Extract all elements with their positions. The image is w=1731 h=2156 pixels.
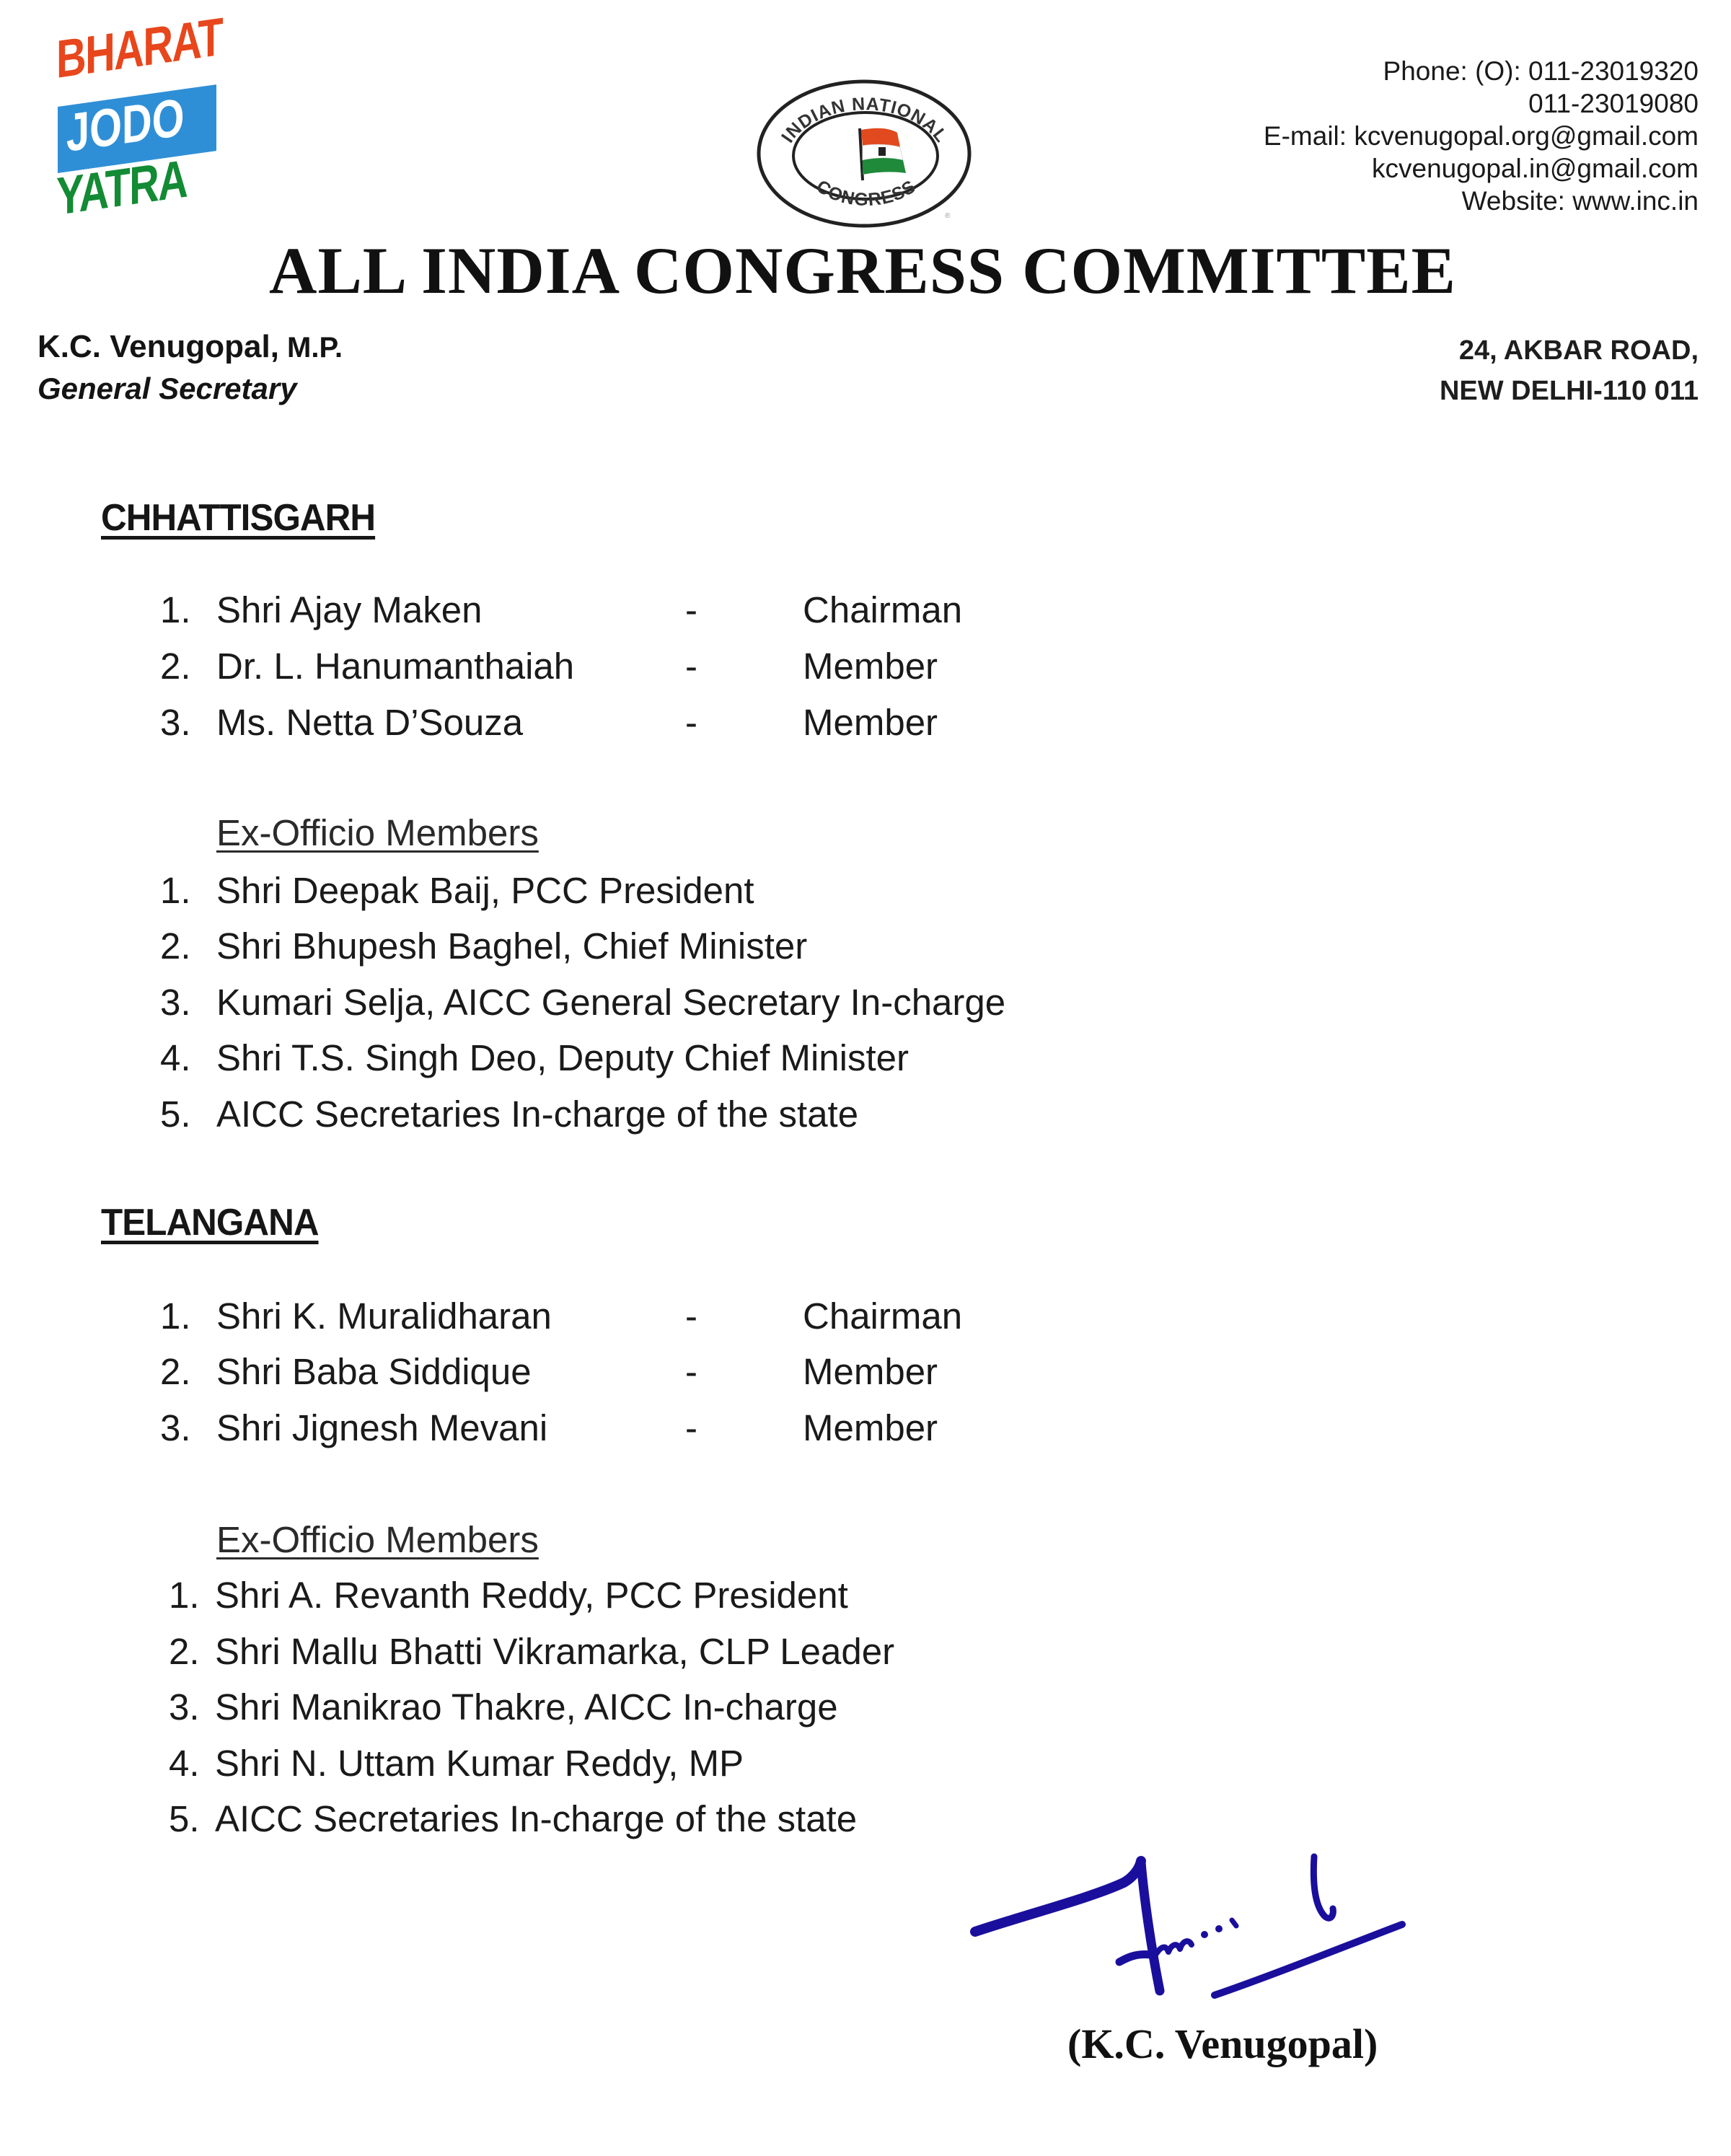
svg-text:CONGRESS: CONGRESS	[812, 176, 920, 211]
sender-name: K.C. Venugopal, M.P.	[38, 329, 343, 364]
address-line-1: 24, AKBAR ROAD,	[1458, 335, 1699, 366]
ex-officio-row: 5. AICC Secretaries In-charge of the state	[169, 1798, 858, 1839]
inc-emblem-icon	[756, 78, 972, 229]
svg-text:®: ®	[945, 212, 951, 220]
row-separator: -	[685, 589, 697, 630]
email-line-1[interactable]: E-mail: kcvenugopal.org@gmail.com	[1263, 121, 1699, 151]
ex-officio-row: 4. Shri T.S. Singh Deo, Deputy Chief Minister	[160, 1037, 909, 1078]
ex-officio-row: 3. Kumari Selja, AICC General Secretary In-charge	[160, 982, 1006, 1023]
ex-officio-row: 1. Shri A. Revanth Reddy, PCC President	[169, 1575, 848, 1616]
bharat-jodo-yatra-logo	[50, 6, 231, 231]
logo-word-yatra: YATRA	[56, 148, 188, 226]
logo-word-bharat: BHARAT	[56, 6, 223, 89]
ex-officio-row: 2. Shri Mallu Bhatti Vikramarka, CLP Leader	[169, 1631, 895, 1672]
ex-officio-row: 5. AICC Secretaries In-charge of the state	[160, 1094, 859, 1135]
office-address	[1440, 330, 1699, 411]
committee-role: Member	[803, 1351, 938, 1392]
document-title: ALL INDIA CONGRESS COMMITTEE	[269, 234, 1456, 307]
email-line-2[interactable]: kcvenugopal.in@gmail.com	[1372, 154, 1699, 183]
committee-row: 2. Shri Baba Siddique	[160, 1351, 532, 1392]
ex-officio-row: 3. Shri Manikrao Thakre, AICC In-charge	[169, 1686, 838, 1728]
committee-row: 2. Dr. L. Hanumanthaiah	[160, 646, 575, 687]
sender-role: General Secretary	[38, 371, 297, 405]
row-separator: -	[685, 646, 697, 687]
sender-block	[38, 326, 343, 409]
committee-role: Chairman	[803, 589, 963, 630]
ex-officio-row: 1. Shri Deepak Baij, PCC President	[160, 870, 754, 911]
state-heading-telangana: TELANGANA	[101, 1202, 319, 1244]
svg-text:INDIAN NATIONAL: INDIAN NATIONAL	[777, 94, 952, 147]
ex-officio-row: 2. Shri Bhupesh Baghel, Chief Minister	[160, 925, 808, 967]
committee-row: 3. Ms. Netta D’Souza	[160, 702, 524, 743]
ex-officio-heading: Ex-Officio Members	[216, 812, 539, 853]
ex-officio-row: 4. Shri N. Uttam Kumar Reddy, MP	[169, 1743, 744, 1784]
committee-row: 1. Shri Ajay Maken	[160, 589, 483, 630]
committee-role: Member	[803, 1407, 938, 1448]
committee-role: Chairman	[803, 1295, 963, 1337]
committee-row: 3. Shri Jignesh Mevani	[160, 1407, 548, 1448]
row-separator: -	[685, 1295, 697, 1337]
row-separator: -	[685, 1407, 697, 1448]
phone-line-2: 011-23019080	[1528, 89, 1699, 118]
committee-row: 1. Shri K. Muralidharan	[160, 1295, 552, 1337]
phone-line-1: Phone: (O): 011-23019320	[1383, 56, 1699, 86]
logo-word-jodo: JODO	[66, 87, 185, 163]
website-line[interactable]: Website: www.inc.in	[1461, 186, 1699, 216]
signature-icon	[966, 1847, 1414, 2027]
signer-name: (K.C. Venugopal)	[1067, 2020, 1378, 2067]
ex-officio-heading: Ex-Officio Members	[216, 1519, 539, 1560]
row-separator: -	[685, 702, 697, 743]
committee-role: Member	[803, 702, 938, 743]
contact-block	[1264, 55, 1699, 217]
state-heading-chhattisgarh: CHHATTISGARH	[101, 497, 376, 539]
address-line-2: NEW DELHI-110 011	[1439, 376, 1699, 406]
row-separator: -	[685, 1351, 697, 1392]
committee-role: Member	[803, 646, 938, 687]
